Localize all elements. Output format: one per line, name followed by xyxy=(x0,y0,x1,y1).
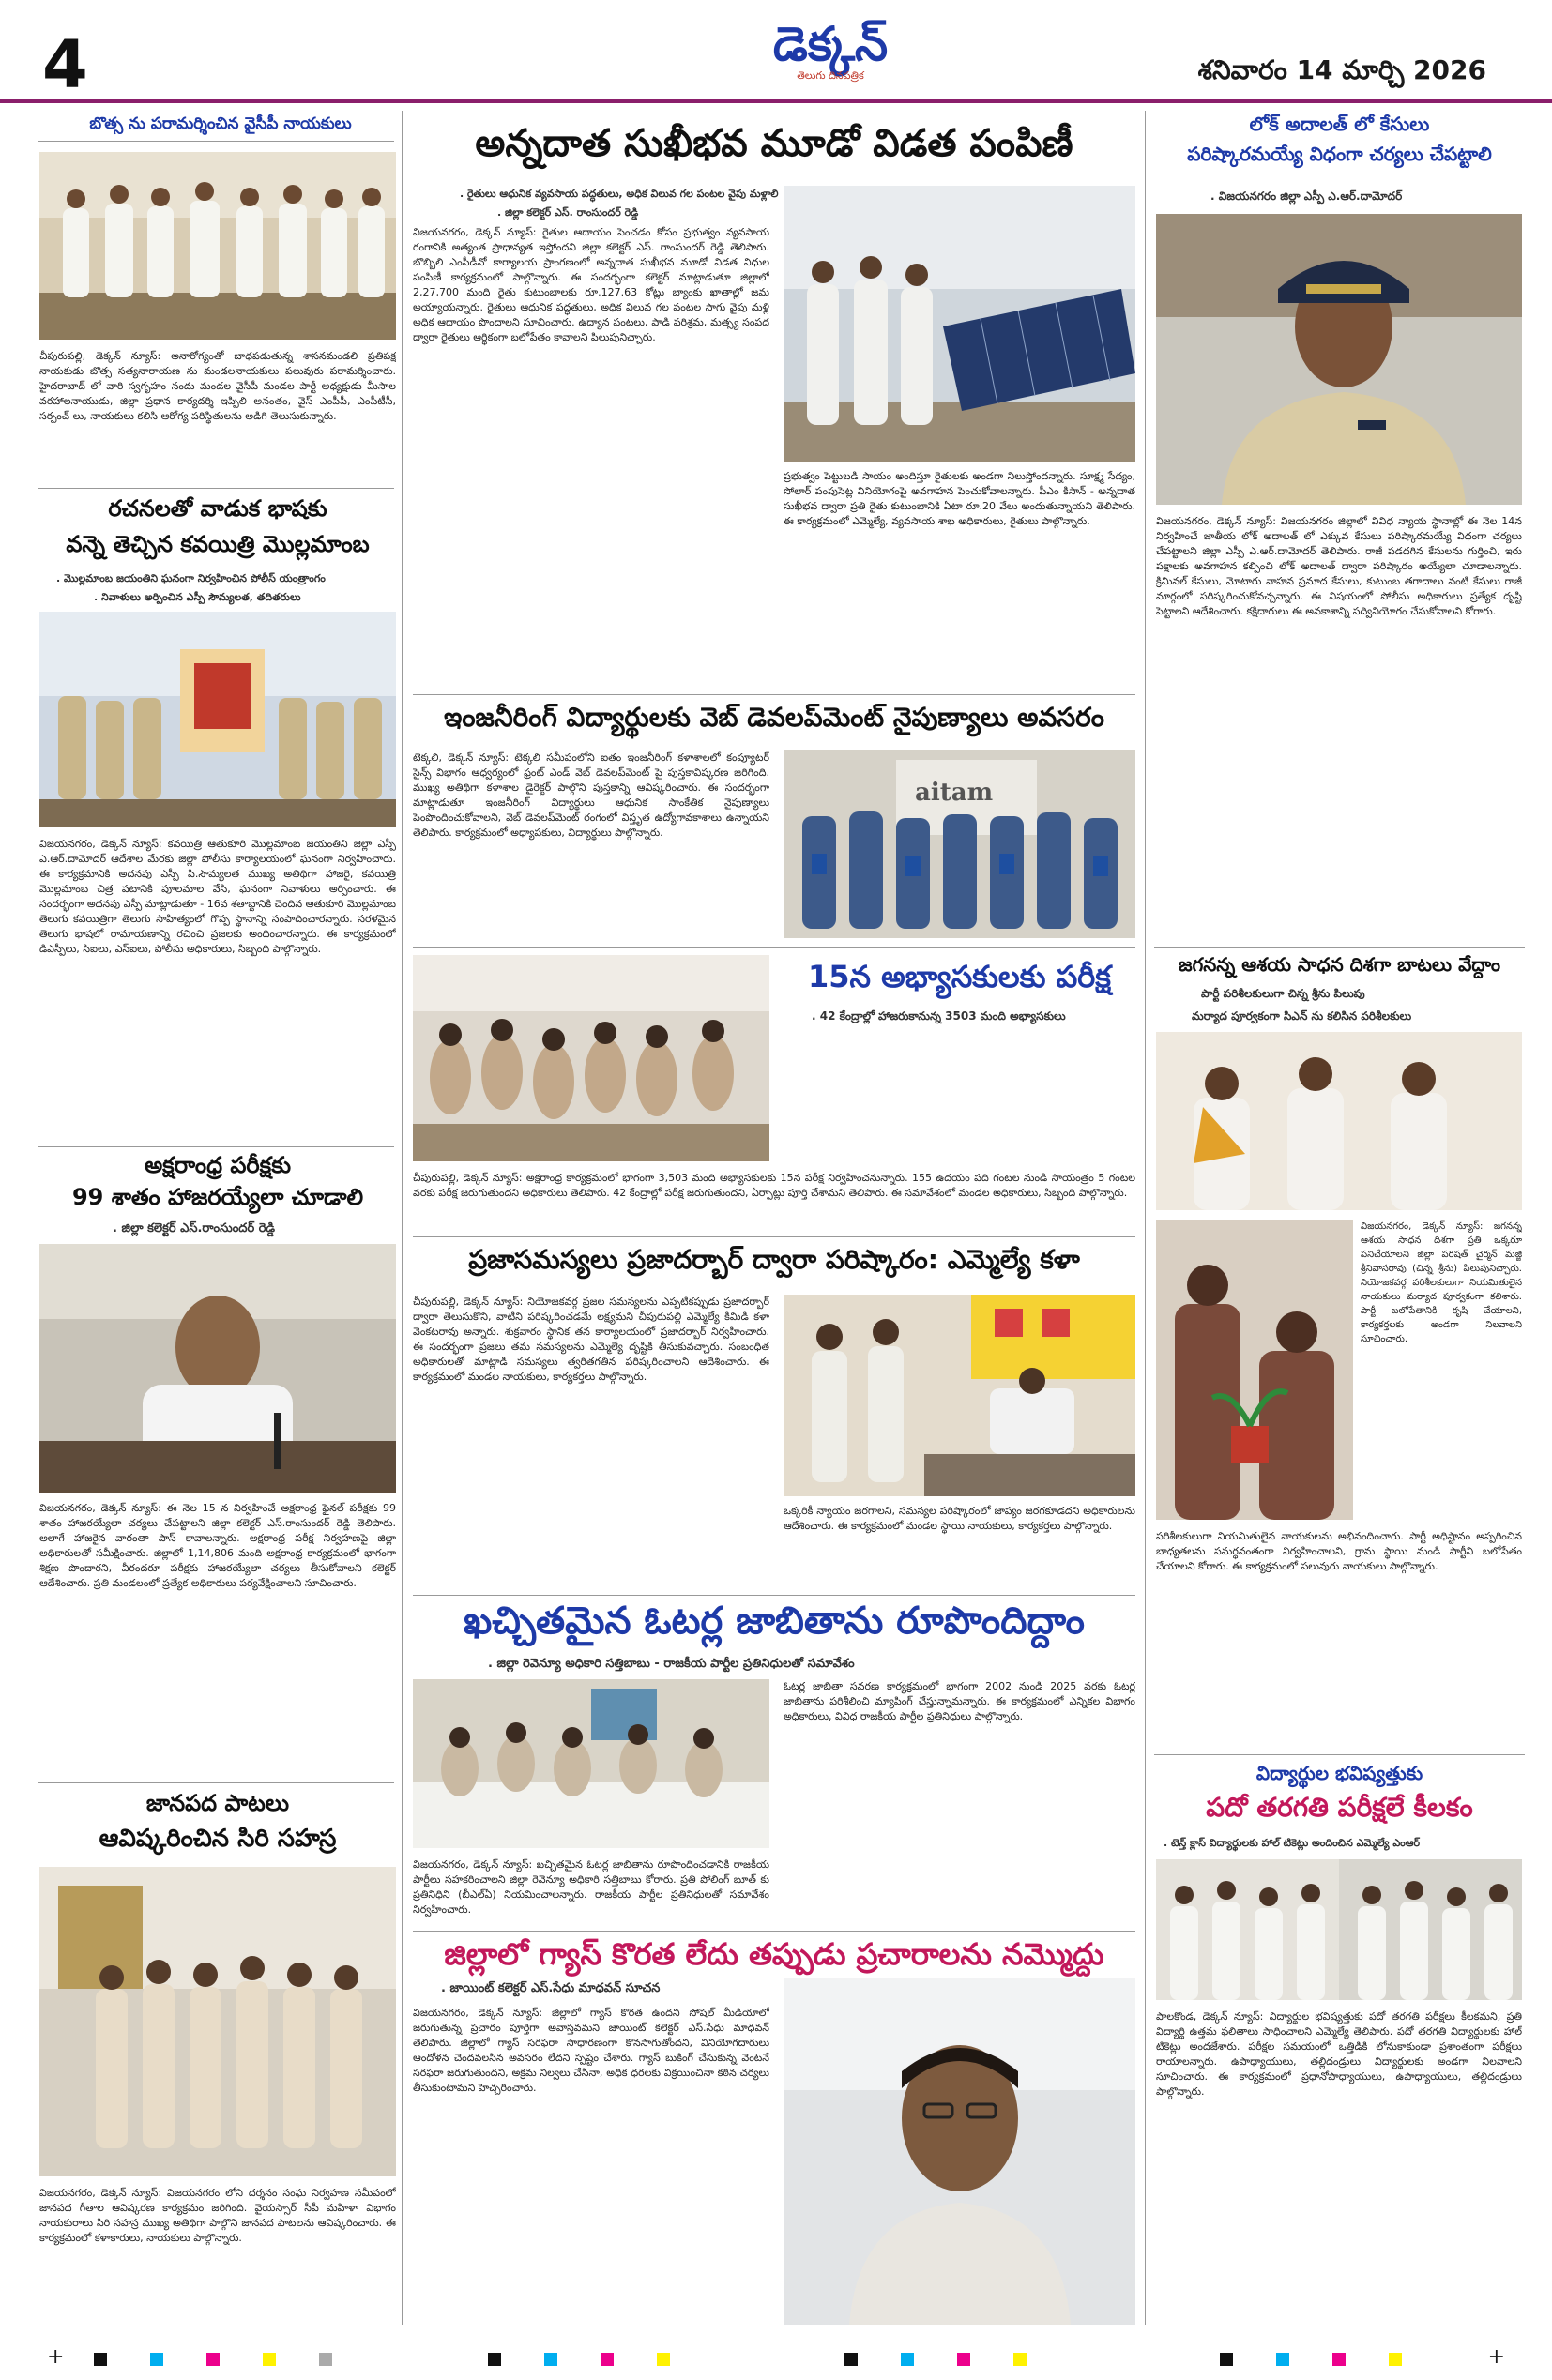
body-jagananna-2: పరిశీలకులుగా నియమితులైన నాయకులను అభినందించారు. పార్టీ అధిష్టానం అప్పగించిన బాధ్యతలను సమర్థవంతంగా నిర్వహించాలని, గ్రామ స్థాయి నుండి పార్టీని బలోపేతం చేయాలని కోరారు. ఈ కార్యక్రమంలో పలువురు నాయకులు పాల్గొన్నారు. xyxy=(1156,1530,1522,1572)
sub-gas: . జాయింట్ కలెక్టర్ ఎస్.సేధు మాధవన్ సూచన xyxy=(441,1981,661,1995)
headline-jagananna: జగనన్న ఆశయ సాధన దిశగా బాటలు వేద్దాం xyxy=(1178,953,1501,976)
color-swatch xyxy=(319,2353,332,2366)
headline-exam99-2: 99 శాతం హాజరయ్యేలా చూడాలి xyxy=(71,1184,364,1210)
body-exam15: చీపురుపల్లి, డెక్కన్ న్యూస్: అక్షరాంధ్ర కార్యక్రమంలో భాగంగా 3,503 మంది అభ్యాసకులకు 15న పరీక్ష నిర్వహించనున్నారు. 155 ఉదయం పది గంటల నుండి సాయంత్రం 5 గంటల వరకు పరీక్ష జరుగుతుందని అధికారులు తెలిపారు. 42 కేంద్రాల్లో పరీక్ష జరుగుతుందని, ఏర్పాట్లు పూర్తి చేశామని తెలిపారు. ఈ సమావేశంలో మండల అధికారులు, సిబ్బంది పాల్గొన్నారు. xyxy=(413,1172,1135,1199)
photo-voters-meeting xyxy=(413,1679,769,1848)
registration-mark-right: + xyxy=(1487,2345,1505,2369)
color-swatch xyxy=(544,2353,557,2366)
photo-aitam-book-launch xyxy=(784,750,1135,938)
section-divider xyxy=(1154,947,1525,948)
color-swatch xyxy=(1276,2353,1289,2366)
photo-collector-meeting xyxy=(39,1244,396,1493)
registration-mark-left: + xyxy=(47,2345,65,2369)
headline-tenth-1: విద్యార్థుల భవిష్యత్తుకు xyxy=(1255,1762,1423,1784)
masthead-logo: డెక్కన్ xyxy=(772,17,889,71)
print-registration-strip xyxy=(0,2336,1552,2380)
body-mollamamba: విజయనగరం, డెక్కన్ న్యూస్: కవయిత్రి ఆతుకూరి మొల్లమాంబ జయంతిని జిల్లా ఎస్పీ ఎ.ఆర్.దామోదర్ ఆదేశాల మేరకు జిల్లా పోలీసు కార్యాలయంలో ఘనంగా నిర్వహించారు. ఈ కార్యక్రమానికి అదనపు ఎస్పీ పి.సౌమ్యలత ముఖ్య అతిథిగా హాజరై, కవయిత్రి మొల్లమాంబ చిత్ర పటానికి పూలమాల వేసి, ఘనంగా నివాళులు అర్పించారు. ఈ సందర్భంగా అదనపు ఎస్పీ మాట్లాడుతూ - 16వ శతాబ్దానికి చెందిన ఆతుకూరి మొల్లమాంబ తెలుగు కవయిత్రిగా తెలుగు సాహిత్యంలో గొప్ప స్థానాన్ని సంపాదించారన్నారు. సరళమైన తెలుగు భాషలో రామాయణాన్ని రచించి ప్రజలకు అందించారన్నారు. ఈ కార్యక్రమంలో డిఎస్పీలు, సిఐలు, ఎస్ఐలు, పోలీసు అధికారులు, సిబ్బంది పాల్గొన్నారు. xyxy=(39,838,396,955)
body-botsa: చీపురుపల్లి, డెక్కన్ న్యూస్: అనారోగ్యంతో బాధపడుతున్న శాసనమండలి ప్రతిపక్ష నాయకుడు బొత్స సత్యనారాయణ ను మండలనాయకులు పలువురు పరామర్శించారు. హైదరాబాద్ లో వారి స్వగృహం నందు మండల వైసీపీ మండల పార్టీ అధ్యక్షుడు మీసాల వరహాలనాయుడు, జిల్లా ప్రధాన కార్యదర్శి ఇప్పిలి అనంతం, వైస్ ఎంపీపీ, ఎంపీటీసీ, సర్పంచ్ లు, నాయకులు కలిసి ఆరోగ్య పరిస్థితులను అడిగి తెలుసుకున్నారు. xyxy=(39,350,396,422)
headline-annadata: అన్నదాత సుఖీభవ మూడో విడత పంపిణీ xyxy=(475,122,1073,165)
sub-exam15: . 42 కేంద్రాల్లో హాజరుకానున్న 3503 మంది అభ్యాసకులు xyxy=(812,1009,1066,1023)
photo-exam-meeting xyxy=(413,955,769,1161)
masthead-tagline: తెలుగు దినపత్రిక xyxy=(797,69,864,82)
color-swatch xyxy=(263,2353,276,2366)
section-divider xyxy=(413,1931,1135,1932)
body-praja-2: ఒక్కరికీ న్యాయం జరగాలని, సమస్యల పరిష్కారంలో జాప్యం జరగకూడదని అధికారులను ఆదేశించారు. ఈ కార్యక్రమంలో మండల స్థాయి నాయకులు, కార్యకర్తలు పాల్గొన్నారు. xyxy=(784,1505,1135,1532)
body-voters: విజయనగరం, డెక్కన్ న్యూస్: ఖచ్చితమైన ఓటర్ల జాబితాను రూపొందించడానికి రాజకీయ పార్టీలు సహకరించాలని జిల్లా రెవెన్యూ అధికారి సత్తిబాబు కోరారు. ప్రతి పోలింగ్ బూత్ కు ప్రతినిధిని (బీఎల్ఏ) నియమించాలన్నారు. రాజకీయ పార్టీల ప్రతినిధులతో సమావేశం నిర్వహించారు. xyxy=(413,1858,769,1916)
photo-mollamamba-event xyxy=(39,612,396,827)
section-divider xyxy=(38,488,394,489)
section-divider xyxy=(38,1146,394,1147)
headline-underline xyxy=(38,141,394,142)
headline-botsa: బొత్స ను పరామర్శించిన వైసీపీ నాయకులు xyxy=(89,114,352,133)
body-tenth: పాలకొండ, డెక్కన్ న్యూస్: విద్యార్థుల భవిష్యత్తుకు పదో తరగతి పరీక్షలు కీలకమని, ప్రతి విద్యార్థి ఉత్తమ ఫలితాలు సాధించాలని ఎమ్మెల్యే తెలిపారు. పదో తరగతి విద్యార్థులకు హాల్ టికెట్లు అందజేశారు. పరీక్షల సమయంలో ఒత్తిడికి లోనుకాకుండా ప్రశాంతంగా పరీక్షలు రాయాలన్నారు. ఉపాధ్యాయులు, తల్లిదండ్రులు విద్యార్థులకు అండగా నిలవాలని సూచించారు. ఈ కార్యక్రమంలో ప్రధానోపాధ్యాయులు, ఉపాధ్యాయులు, తల్లిదండ్రులు పాల్గొన్నారు. xyxy=(1156,2010,1522,2098)
color-swatch xyxy=(94,2353,107,2366)
page-header xyxy=(0,0,1552,103)
issue-date: శనివారం 14 మార్చి 2026 xyxy=(1197,54,1486,85)
sub-mollamamba-2: . నివాళులు అర్పించిన ఎస్పీ సౌమ్యలత, తదితరులు xyxy=(94,591,301,603)
sub-jagananna-2: మర్యాద పూర్వకంగా సిఎన్ ను కలిసిన పరిశీలకులు xyxy=(1192,1009,1412,1023)
color-swatch xyxy=(957,2353,970,2366)
color-swatch xyxy=(488,2353,501,2366)
body-jagananna: విజయనగరం, డెక్కన్ న్యూస్: జగనన్న ఆశయ సాధన దిశగా ప్రతి ఒక్కరూ పనిచేయాలని జిల్లా పరిషత్ చైర్మన్ మజ్జి శ్రీనివాసరావు (చిన్న శ్రీను) పిలుపునిచ్చారు. నియోజకవర్గ పరిశీలకులుగా నియమితులైన నాయకులు మర్యాద పూర్వకంగా కలిశారు. పార్టీ బలోపేతానికి కృషి చేయాలని, కార్యకర్తలకు అండగా నిలవాలని సూచించారు. xyxy=(1361,1221,1522,1344)
page-number: 4 xyxy=(42,26,88,103)
color-swatch xyxy=(150,2353,163,2366)
headline-engineering: ఇంజనీరింగ్ విద్యార్థులకు వెబ్ డెవలప్‌మెంట్ నైపుణ్యాలు అవసరం xyxy=(444,702,1104,733)
color-swatch xyxy=(901,2353,914,2366)
color-swatch xyxy=(206,2353,220,2366)
color-swatch xyxy=(1013,2353,1027,2366)
headline-gas: జిల్లాలో గ్యాస్ కొరత లేదు తప్పుడు ప్రచారాలను నమ్మొద్దు xyxy=(444,1936,1104,1972)
section-divider xyxy=(413,1595,1135,1596)
headline-mollamamba-2: వన్నె తెచ్చిన కవయిత్రి మొల్లమాంబ xyxy=(66,531,370,557)
column-divider xyxy=(402,111,403,2325)
sub-mollamamba-1: . మొల్లమాంబ జయంతిని ఘనంగా నిర్వహించిన పోలీస్ యంత్రాంగం xyxy=(56,572,326,584)
headline-voters: ఖచ్చితమైన ఓటర్ల జాబితాను రూపొందిద్దాం xyxy=(464,1599,1085,1643)
sub-tenth: . టెన్త్ క్లాస్ విద్యార్థులకు హాల్ టికెట్లు అందించిన ఎమ్మెల్యే ఎంఆర్ xyxy=(1164,1837,1421,1849)
color-swatch xyxy=(1389,2353,1402,2366)
headline-praja: ప్రజాసమస్యలు ప్రజాదర్బార్ ద్వారా పరిష్కారం: ఎమ్మెల్యే కళా xyxy=(468,1244,1080,1275)
color-swatch xyxy=(601,2353,614,2366)
sub-annadata-1: . రైతులు ఆధునిక వ్యవసాయ పద్ధతులు, అధిక విలువ గల పంటల వైపు మళ్లాలి xyxy=(460,188,779,200)
sub-exam99: . జిల్లా కలెక్టర్ ఎస్.రాంసుందర్ రెడ్డి xyxy=(113,1221,276,1235)
section-divider xyxy=(38,1782,394,1783)
photo-tenth-halltickets xyxy=(1156,1859,1522,2000)
body-praja: చీపురుపల్లి, డెక్కన్ న్యూస్: నియోజకవర్గ ప్రజల సమస్యలను ఎప్పటికప్పుడు ప్రజాదర్బార్ ద్వారా తెలుసుకొని, వాటిని పరిష్కరించడమే లక్ష్యమని చీపురుపల్లి ఎమ్మెల్యే కిమిడి కళా వెంకటరావు అన్నారు. శుక్రవారం స్థానిక తన కార్యాలయంలో ప్రజాదర్బార్ నిర్వహించారు. ఈ సందర్భంగా ప్రజలు తమ సమస్యలను ఎమ్మెల్యే దృష్టికి తీసుకువచ్చారు. సంబంధిత అధికారులతో మాట్లాడి సమస్యలు త్వరితగతిన పరిష్కరించాలని ఆదేశించారు. ఈ కార్యక్రమంలో మండల నాయకులు, కార్యకర్తలు పాల్గొన్నారు. xyxy=(413,1296,769,1383)
headline-tenth-2: పదో తరగతి పరీక్షలే కీలకం xyxy=(1206,1792,1473,1823)
photo-praja-darbar xyxy=(784,1295,1135,1496)
headline-exam99-1: అక్షరాంధ్ర పరీక్షకు xyxy=(144,1152,292,1178)
headline-exam15: 15న అభ్యాసకులకు పరీక్ష xyxy=(808,959,1111,994)
headline-lokadalat-1: లోక్ అదాలత్ లో కేసులు xyxy=(1249,113,1430,135)
photo-jagananna-felicitation xyxy=(1156,1032,1522,1210)
photo-siri-launch xyxy=(39,1867,396,2176)
section-divider xyxy=(413,694,1135,695)
headline-mollamamba-1: రచనలతో వాడుక భాషకు xyxy=(108,495,327,522)
section-divider xyxy=(1154,1754,1525,1755)
color-swatch xyxy=(1332,2353,1346,2366)
headline-siri-1: జానపద పాటలు xyxy=(145,1790,290,1816)
headline-lokadalat-2: పరిష్కారమయ్యే విధంగా చర్యలు చేపట్టాలి xyxy=(1187,143,1492,165)
column-divider xyxy=(1145,111,1146,2325)
photo-sp-damodar xyxy=(1156,214,1522,505)
body-voters-2: ఓటర్ల జాబితా సవరణ కార్యక్రమంలో భాగంగా 2002 నుండి 2025 వరకు ఓటర్ల జాబితాను పరిశీలించి మ్యాపింగ్ చేస్తున్నామన్నారు. ఈ కార్యక్రమంలో ఎన్నికల విభాగం అధికారులు, వివిధ రాజకీయ పార్టీల ప్రతినిధులు పాల్గొన్నారు. xyxy=(784,1680,1135,1722)
body-siri: విజయనగరం, డెక్కన్ న్యూస్: విజయనగరం లోని దర్శనం సంఘ నిర్వహణ సమీపంలో జానపద గీతాల ఆవిష్కరణ కార్యక్రమం జరిగింది. వైయస్సార్ సీపీ మహిళా విభాగం నాయకురాలు సిరి సహస్ర ముఖ్య అతిథిగా పాల్గొని జానపద పాటలను ఆవిష్కరించారు. ఈ కార్యక్రమంలో కళాకారులు, నాయకులు పాల్గొన్నారు. xyxy=(39,2187,396,2244)
sub-annadata-2: . జిల్లా కలెక్టర్ ఎస్. రాంసుందర్ రెడ్డి xyxy=(497,206,639,219)
body-exam99: విజయనగరం, డెక్కన్ న్యూస్: ఈ నెల 15 న నిర్వహించే అక్షరాంధ్ర ఫైనల్ పరీక్షకు 99 శాతం హాజరయ్యేలా చర్యలు చేపట్టాలని జిల్లా కలెక్టర్ ఎస్.రాంసుందర్ రెడ్డి తెలిపారు. అలాగే హాజరైన వారంతా పాస్ కావాలన్నారు. అక్షరాంధ్ర పరీక్ష నిర్వహణపై జిల్లా అధికారులతో సమీక్షించారు. జిల్లాలో 1,14,806 మంది అక్షరాంధ్ర కార్యక్రమంలో భాగంగా శిక్షణ పొందారని, వీరందరూ పరీక్షకు హాజరయ్యేలా చర్యలు తీసుకోవాలని కలెక్టర్ ఆదేశించారు. ప్రతి మండలంలో ప్రత్యేక అధికారులు పర్యవేక్షించాలని సూచించారు. xyxy=(39,1502,396,1589)
section-divider xyxy=(413,947,1135,948)
body-engineering: టెక్కలి, డెక్కన్ న్యూస్: టెక్కలి సమీపంలోని ఐతం ఇంజనీరింగ్ కళాశాలలో కంప్యూటర్ సైన్స్ విభాగం ఆధ్వర్యంలో ఫ్రంట్ ఎండ్ వెబ్ డెవలప్‌మెంట్ పై పుస్తకావిష్కరణ జరిగింది. ముఖ్య అతిథిగా కళాశాల డైరెక్టర్ పాల్గొని పుస్తకాన్ని ఆవిష్కరించారు. ఈ సందర్భంగా మాట్లాడుతూ ఇంజనీరింగ్ విద్యార్థులు ఆధునిక సాంకేతిక నైపుణ్యాలు పెంపొందించుకోవాలని, వెబ్ డెవలప్‌మెంట్ రంగంలో విస్తృత ఉద్యోగావకాశాలు ఉన్నాయని తెలిపారు. కార్యక్రమంలో అధ్యాపకులు, విద్యార్థులు పాల్గొన్నారు. xyxy=(413,751,769,839)
color-swatch xyxy=(1220,2353,1233,2366)
body-annadata: విజయనగరం, డెక్కన్ న్యూస్: రైతుల ఆదాయం పెంచడం కోసం ప్రభుత్వం వ్యవసాయ రంగానికి అత్యంత ప్రాధాన్యత ఇస్తోందని జిల్లా కలెక్టర్ ఎస్. రాంసుందర్ రెడ్డి తెలిపారు. బొబ్బిలి ఎంపీడీవో కార్యాలయ ప్రాంగణంలో అన్నదాత సుఖీభవ మూడో విడత నిధుల పంపిణీ కార్యక్రమంలో పాల్గొన్నారు. ఈ సందర్భంగా కలెక్టర్ మాట్లాడుతూ జిల్లాలో 2,27,700 మంది రైతు కుటుంబాలకు రూ.127.63 కోట్లు బ్యాంకు ఖాతాల్లో జమ అయ్యాయన్నారు. రైతులు ఆధునిక పద్ధతులు, అధిక విలువ గల పంటల సాగు వైపు మళ్లి అధిక ఆదాయం పొందాలని సూచించారు. ఉద్యాన పంటలు, పాడి పరిశ్రమ, మత్స్య సంపద ద్వారా రైతులు ఆర్థికంగా బలోపేతం కావాలని పిలుపునిచ్చారు. xyxy=(413,226,769,343)
color-swatch xyxy=(657,2353,670,2366)
photo-botsa-visit xyxy=(39,152,396,340)
sub-voters: . జిల్లా రెవెన్యూ అధికారి సత్తిబాబు - రాజకీయ పార్టీల ప్రతినిధులతో సమావేశం xyxy=(488,1657,855,1671)
photo-jagananna-plant xyxy=(1156,1220,1353,1520)
sub-jagananna-1: పార్టీ పరిశీలకులుగా చిన్న శ్రీను పిలుపు xyxy=(1201,987,1365,1000)
banner-aitam: aitam xyxy=(915,779,994,807)
body-lokadalat: విజయనగరం, డెక్కన్ న్యూస్: విజయనగరం జిల్లాలో వివిధ న్యాయ స్థానాల్లో ఈ నెల 14న నిర్వహించే జాతీయ లోక్ అదాలత్ లో ఎక్కువ కేసులు పరిష్కారమయ్యే విధంగా చర్యలు చేపట్టాలని జిల్లా ఎస్పీ ఎ.ఆర్.దామోదర్ తెలిపారు. రాజీ పడదగిన కేసులను గుర్తించి, ఇరు పక్షాలకు అవగాహన కల్పించి లోక్ అదాలత్ ద్వారా పరిష్కారం అయ్యేలా చూడాలన్నారు. క్రిమినల్ కేసులు, మోటారు వాహన ప్రమాద కేసులు, కుటుంబ తగాదాలు వంటి కేసులు రాజీ మార్గంలో పరిష్కరించుకోవచ్చన్నారు. ఈ విషయంలో పోలీసు అధికారులు ప్రత్యేక దృష్టి పెట్టాలని ఆదేశించారు. కక్షిదారులు ఈ అవకాశాన్ని సద్వినియోగం చేసుకోవాలని కోరారు. xyxy=(1156,515,1522,617)
section-divider xyxy=(413,1236,1135,1237)
body-annadata-2: ప్రభుత్వం పెట్టుబడి సాయం అందిస్తూ రైతులకు అండగా నిలుస్తోందన్నారు. సూక్ష్మ సేద్యం, సోలార్ పంపుసెట్ల వినియోగంపై అవగాహన పెంచుకోవాలన్నారు. పీఎం కిసాన్ - అన్నదాత సుఖీభవ ద్వారా ప్రతి రైతు కుటుంబానికి ఏటా రూ.20 వేలు అందుతున్నాయని తెలిపారు. ఈ కార్యక్రమంలో ఎమ్మెల్యే, వ్యవసాయ శాఖ అధికారులు, రైతులు పాల్గొన్నారు. xyxy=(784,470,1135,527)
color-swatch xyxy=(844,2353,858,2366)
headline-siri-2: ఆవిష్కరించిన సిరి సహస్ర xyxy=(99,1825,337,1853)
body-gas: విజయనగరం, డెక్కన్ న్యూస్: జిల్లాలో గ్యాస్ కొరత ఉందని సోషల్ మీడియాలో జరుగుతున్న ప్రచారం పూర్తిగా అవాస్తవమని జాయింట్ కలెక్టర్ ఎస్.సేధు మాధవన్ తెలిపారు. జిల్లాలో గ్యాస్ సరఫరా సాధారణంగా కొనసాగుతోందని, వినియోగదారులు ఆందోళన చెందవలసిన అవసరం లేదని స్పష్టం చేశారు. గ్యాస్ బుకింగ్ చేసుకున్న వెంటనే సరఫరా జరుగుతుందని, అక్రమ నిల్వలు చేసినా, అధిక ధరలకు విక్రయించినా కఠిన చర్యలు తీసుకుంటామని హెచ్చరించారు. xyxy=(413,2007,769,2094)
masthead xyxy=(741,19,920,84)
photo-joint-collector xyxy=(784,1978,1135,2325)
photo-annadata-solar xyxy=(784,186,1135,462)
sub-lokadalat: . విజయనగరం జిల్లా ఎస్పీ ఎ.ఆర్.దామోదర్ xyxy=(1210,189,1403,203)
